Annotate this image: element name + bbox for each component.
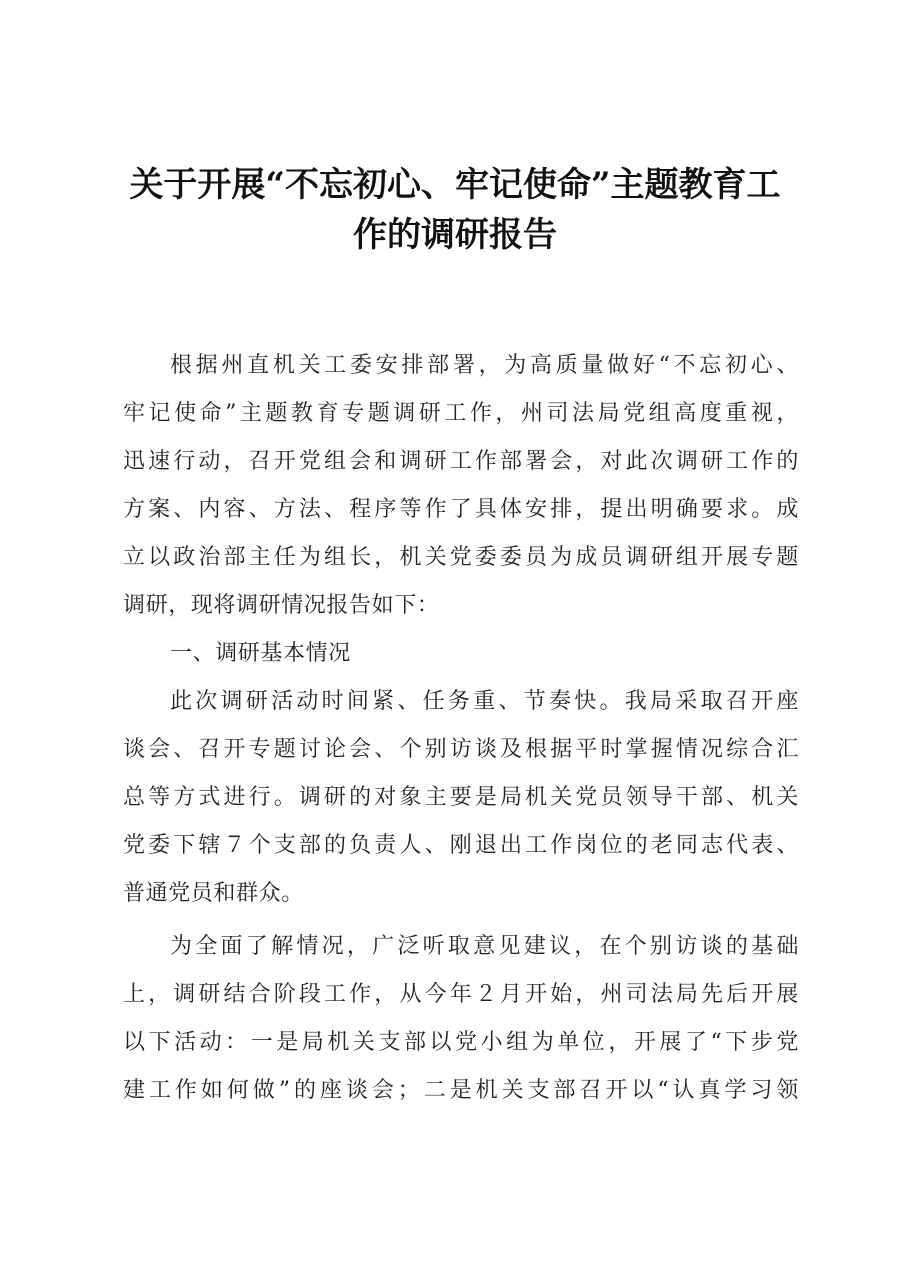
text-line: 方案、内容、方法、程序等作了具体安排，提出明确要求。成 <box>123 497 799 522</box>
text-line: 调研，现将调研情况报告如下： <box>123 593 440 618</box>
text-line: 根据州直机关工委安排部署，为高质量做好“不忘初心、 <box>170 353 799 378</box>
title-line-2: 作的调研报告 <box>353 215 557 255</box>
text-line: 党委下辖７个支部的负责人、刚退出工作岗位的老同志代表、 <box>123 833 799 858</box>
section-heading <box>123 630 799 678</box>
text-line: 谈会、召开专题讨论会、个别访谈及根据平时掌握情况综合汇 <box>123 737 799 762</box>
text-line: 牢记使命”主题教育专题调研工作，州司法局党组高度重视， <box>123 401 799 426</box>
text-line: 总等方式进行。调研的对象主要是局机关党员领导干部、机关 <box>123 785 799 810</box>
text-line: 迅速行动，召开党组会和调研工作部署会，对此次调研工作的 <box>123 449 799 474</box>
text-line: 立以政治部主任为组长，机关党委委员为成员调研组开展专题 <box>123 545 799 570</box>
title-line-1: 关于开展“不忘初心、牢记使命”主题教育工 <box>129 165 781 205</box>
text-line: 普通党员和群众。 <box>123 881 304 906</box>
text-line: 一、调研基本情况 <box>170 641 351 666</box>
document-title <box>110 160 800 260</box>
text-line: 为全面了解情况，广泛听取意见建议，在个别访谈的基础 <box>170 934 799 959</box>
text-line: 以下活动：一是局机关支部以党小组为单位，开展了“下步党 <box>123 1030 799 1055</box>
document-body <box>123 342 799 1115</box>
text-line: 此次调研活动时间紧、任务重、节奏快。我局采取召开座 <box>170 689 799 714</box>
text-line: 建工作如何做”的座谈会；二是机关支部召开以“认真学习领 <box>123 1078 799 1103</box>
paragraph-intro <box>123 342 799 630</box>
paragraph-basic-situation <box>123 678 799 918</box>
text-line: 上，调研结合阶段工作，从今年２月开始，州司法局先后开展 <box>123 982 799 1007</box>
paragraph-activities <box>123 923 799 1115</box>
